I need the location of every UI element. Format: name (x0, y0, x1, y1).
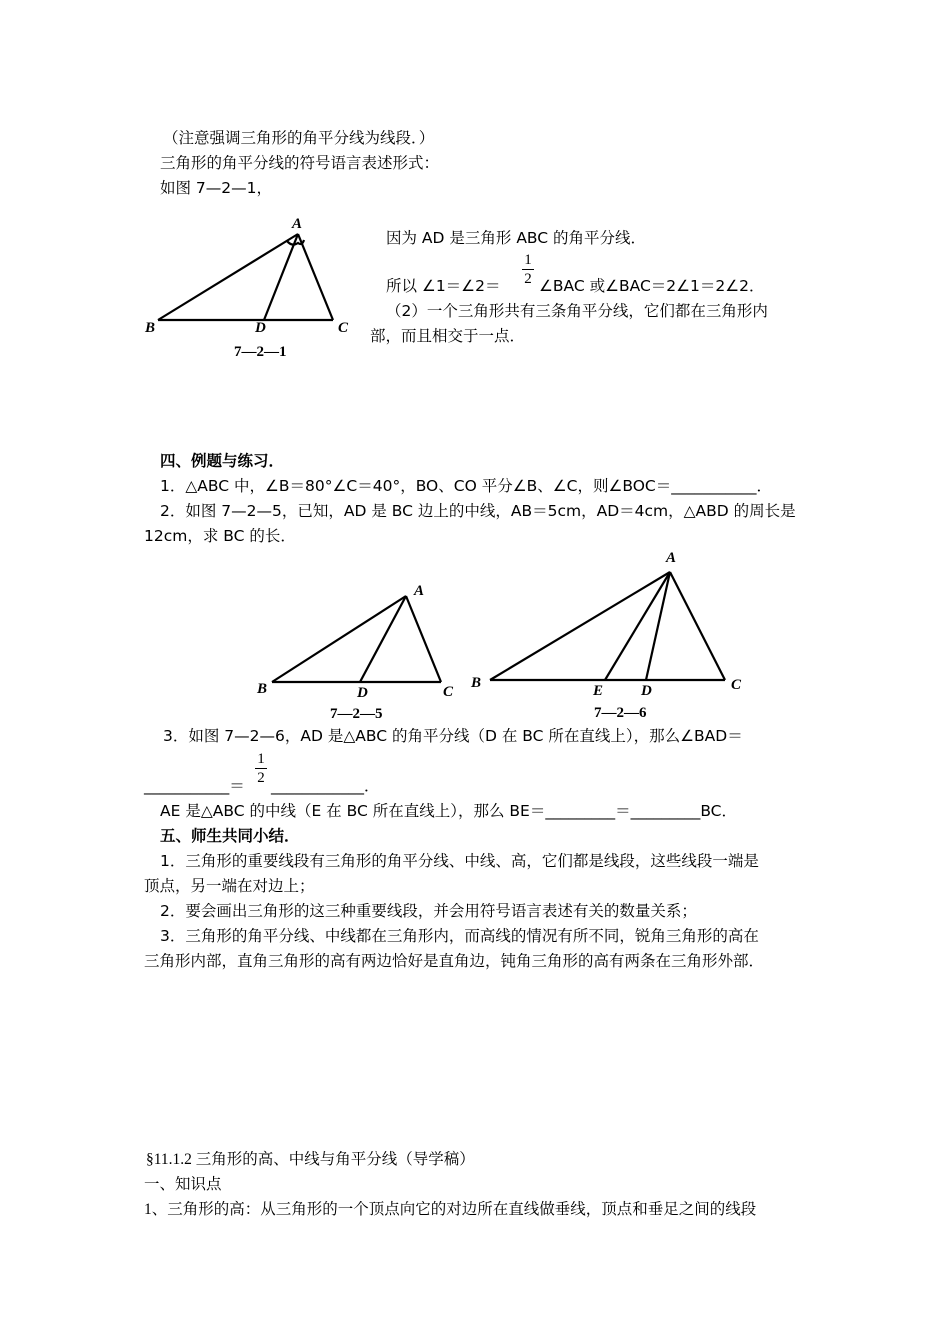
section-5-title: 五、师生共同小结． (160, 827, 300, 845)
therefore-statement-part2: ∠BAC 或∠BAC＝2∠1＝2∠2． (539, 277, 765, 295)
fig726-label-c: C (731, 677, 742, 693)
fig726-label-e: E (593, 683, 604, 699)
question-3-line3: AE 是△ABC 的中线（E 在 BC 所在直线上），那么 BE＝_________＝_________BC． (160, 802, 738, 820)
symbol-language-title: 三角形的角平分线的符号语言表述形式： (160, 154, 440, 172)
fig725-label-c: C (443, 684, 454, 700)
bisector-ad (646, 572, 670, 680)
summary-3-line1: 3．三角形的角平分线、中线都在三角形内，而高线的情况有所不同，锐角三角形的高在 (160, 927, 759, 945)
median-ae (605, 572, 670, 680)
fraction-one-half (522, 252, 534, 287)
summary-3-line2: 三角形内部，直角三角形的高有两边恰好是直角边，钝角三角形的高有两条在三角形外部． (144, 952, 765, 970)
because-statement: 因为 AD 是三角形 ABC 的角平分线． (386, 229, 647, 247)
side-ab (158, 234, 298, 320)
fig725-label-b: B (257, 681, 268, 697)
fraction-numerator: 1 (257, 751, 265, 767)
question-1: 1．△ABC 中，∠B＝80°∠C＝40°，BO、CO 平分∠B、∠C，则∠BOC＝___________． (160, 477, 772, 495)
fraction-denominator: 2 (524, 271, 532, 287)
fraction-one-half-q3 (255, 751, 267, 786)
fig725-caption: 7—2—5 (330, 706, 383, 722)
question-2-line1: 2．如图 7—2—5，已知，AD 是 BC 边上的中线，AB＝5cm，AD＝4cm，△ABD 的周长是 (160, 502, 796, 520)
intro-note: （注意强调三角形的角平分线为线段．） (163, 129, 435, 147)
fig726-label-b: B (471, 675, 482, 691)
next-section-line1: 1、三角形的高：从三角形的一个顶点向它的对边所在直线做垂线，顶点和垂足之间的线段 (144, 1201, 757, 1218)
fig725-label-a: A (414, 583, 425, 599)
question-2-line2: 12cm，求 BC 的长． (144, 527, 296, 545)
question-3-blank2: ____________． (271, 777, 380, 795)
question-3-blank1: ___________＝ (144, 777, 245, 795)
next-section-title: §11.1.2 三角形的高、中线与角平分线（导学稿） (146, 1151, 475, 1168)
median-ad (360, 596, 406, 682)
side-ac (406, 596, 441, 682)
fig721-label-d: D (255, 320, 266, 336)
therefore-statement-part1: 所以 ∠1＝∠2＝ (386, 277, 501, 295)
side-ac (298, 234, 333, 320)
next-section-subtitle: 一、知识点 (144, 1176, 222, 1193)
section-4-title: 四、例题与练习． (160, 452, 285, 470)
fraction-denominator: 2 (257, 770, 265, 786)
figure-7-2-5 (260, 580, 460, 700)
fig721-caption: 7—2—1 (234, 344, 287, 360)
question-3-line1: 3．如图 7—2—6，AD 是△ABC 的角平分线（D 在 BC 所在直线上），那么∠BAD＝ (163, 727, 743, 745)
side-ab (272, 596, 406, 682)
fig726-label-d: D (641, 683, 652, 699)
fraction-numerator: 1 (524, 252, 532, 268)
figure-7-2-6 (480, 560, 750, 690)
fig721-label-a: A (292, 216, 303, 232)
fig721-label-c: C (338, 320, 349, 336)
fig726-label-a: A (666, 550, 677, 566)
fig721-label-b: B (145, 320, 156, 336)
point-2-line2: 部，而且相交于一点． (370, 327, 526, 345)
point-2-line1: （2）一个三角形共有三条角平分线，它们都在三角形内 (386, 302, 768, 320)
side-ab (490, 572, 670, 680)
summary-2: 2．要会画出三角形的这三种重要线段，并会用符号语言表述有关的数量关系； (160, 902, 697, 920)
figure-reference: 如图 7—2—1， (160, 179, 273, 197)
summary-1-line2: 顶点，另一端在对边上； (144, 877, 315, 895)
fig725-label-d: D (357, 685, 368, 701)
bisector-ad (264, 234, 298, 320)
side-ac (670, 572, 725, 680)
fig726-caption: 7—2—6 (594, 705, 647, 721)
summary-1-line1: 1．三角形的重要线段有三角形的角平分线、中线、高，它们都是线段，这些线段一端是 (160, 852, 759, 870)
